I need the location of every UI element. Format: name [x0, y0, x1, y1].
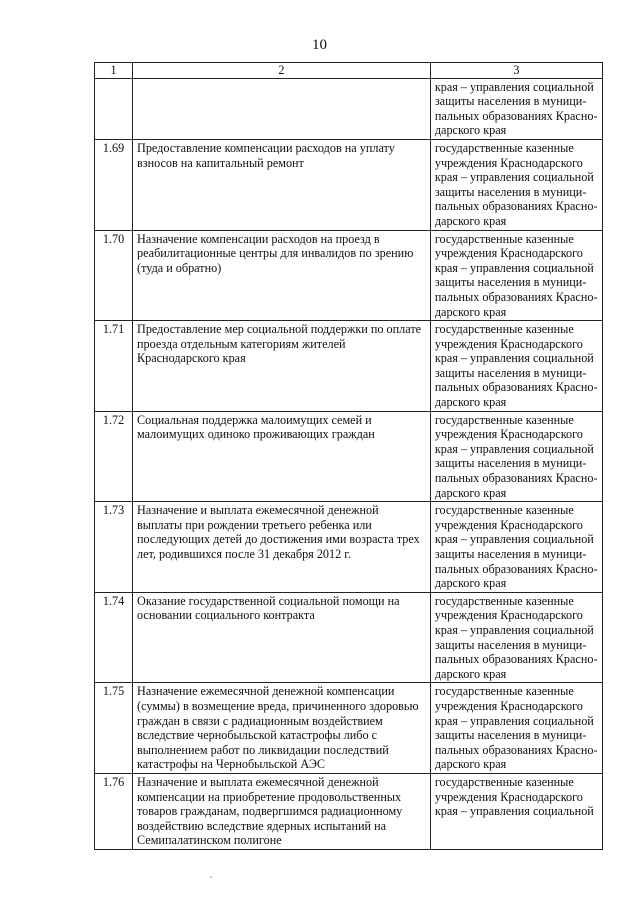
responsible-org — [430, 773, 602, 849]
table-row — [95, 502, 603, 593]
org-line: учреждения Краснодарского — [434, 698, 583, 713]
org-line: учреждения Краснодарского — [434, 608, 583, 623]
org-line: защиты населения в муници- — [434, 456, 587, 471]
org-line: государственные казенные — [434, 774, 574, 789]
org-line: государственные казенные — [434, 503, 574, 518]
table-row — [95, 78, 603, 139]
org-line: государственные казенные — [434, 231, 574, 246]
org-line: края – управления социальной — [434, 351, 594, 366]
org-line: края – управления социальной — [434, 260, 594, 275]
org-line: края – управления социальной — [434, 713, 594, 728]
service-name: Назначение компенсации расходов на проезд в реабилитационные центры для инвалидов по зрению (туда и обратно) — [133, 230, 431, 321]
org-line: учреждения Краснодарского — [434, 789, 583, 804]
org-line: края – управления социальной — [434, 441, 594, 456]
service-name: Назначение ежемесячной денежной компенсации (суммы) в возмещение вреда, причиненного здоровью граждан в связи с радиационным воздействием вследствие чернобыльской катастрофы либо с выполнением работ по ликвидации последствий катастрофы на Чернобыльской АЭС — [133, 683, 431, 774]
page-number: 10 — [312, 37, 327, 53]
responsible-org — [430, 592, 602, 683]
org-line: дарского края — [434, 123, 507, 138]
service-name — [133, 78, 431, 139]
org-line: государственные казенные — [434, 684, 574, 699]
org-line: государственные казенные — [434, 322, 574, 337]
responsible-org — [430, 683, 602, 774]
org-line: защиты населения в муници- — [434, 728, 587, 743]
org-line: края – управления социальной — [434, 532, 594, 547]
row-number: 1.69 — [95, 139, 133, 230]
row-number: 1.76 — [95, 773, 133, 849]
org-line: государственные казенные — [434, 412, 574, 427]
org-line: учреждения Краснодарского — [434, 246, 583, 261]
table-row — [95, 773, 603, 849]
service-name: Предоставление мер социальной поддержки по оплате проезда отдельным категориям жителей Краснодарского края — [133, 321, 431, 412]
org-line: дарского края — [434, 666, 507, 681]
org-line: дарского края — [434, 395, 507, 410]
responsible-org — [430, 321, 602, 412]
org-line: пальных образованиях Красно- — [434, 652, 598, 667]
responsible-org — [430, 230, 602, 321]
org-line: дарского края — [434, 304, 507, 319]
org-line: учреждения Краснодарского — [434, 517, 583, 532]
org-line: учреждения Краснодарского — [434, 155, 583, 170]
row-number — [95, 78, 133, 139]
table-row — [95, 592, 603, 683]
org-line: края – управления социальной — [434, 804, 594, 819]
row-number: 1.74 — [95, 592, 133, 683]
row-number: 1.75 — [95, 683, 133, 774]
service-name: Предоставление компенсации расходов на уплату взносов на капитальный ремонт — [133, 139, 431, 230]
org-line: учреждения Краснодарского — [434, 427, 583, 442]
table-header-row — [95, 63, 603, 79]
org-line: государственные казенные — [434, 593, 574, 608]
org-line: пальных образованиях Красно- — [434, 561, 598, 576]
header-col-3: 3 — [430, 63, 602, 79]
header-col-1: 1 — [95, 63, 133, 79]
org-line: защиты населения в муници- — [434, 275, 587, 290]
org-line: защиты населения в муници- — [434, 637, 587, 652]
services-table — [94, 62, 603, 850]
org-line: пальных образованиях Красно- — [434, 108, 598, 123]
responsible-org — [430, 411, 602, 502]
org-line: пальных образованиях Красно- — [434, 471, 598, 486]
org-line: защиты населения в муници- — [434, 94, 587, 109]
table-row — [95, 683, 603, 774]
table-row — [95, 230, 603, 321]
row-number: 1.70 — [95, 230, 133, 321]
org-line: пальных образованиях Красно- — [434, 199, 598, 214]
row-number: 1.73 — [95, 502, 133, 593]
table-row — [95, 139, 603, 230]
service-name: Назначение и выплата ежемесячной денежной выплаты при рождении третьего ребенка или последующих детей до достижения ими возраста трех лет, родившихся после 31 декабря 2012 г. — [133, 502, 431, 593]
org-line: учреждения Краснодарского — [434, 336, 583, 351]
service-name: Назначение и выплата ежемесячной денежной компенсации на приобретение продовольственных товаров гражданам, подвергшимся радиационному воздействию вследствие ядерных испытаний на Семипалатинском полигоне — [133, 773, 431, 849]
org-line: дарского края — [434, 576, 507, 591]
org-line: края – управления социальной — [434, 79, 594, 94]
table-row — [95, 321, 603, 412]
scan-speck — [210, 876, 212, 878]
table-row — [95, 411, 603, 502]
org-line: пальных образованиях Красно- — [434, 742, 598, 757]
org-line: края – управления социальной — [434, 170, 594, 185]
responsible-org — [430, 78, 602, 139]
org-line: защиты населения в муници- — [434, 547, 587, 561]
responsible-org — [430, 502, 602, 593]
org-line: пальных образованиях Красно- — [434, 289, 598, 304]
org-line: государственные казенные — [434, 140, 574, 155]
header-col-2: 2 — [133, 63, 431, 79]
org-line: защиты населения в муници- — [434, 184, 587, 199]
org-line: края – управления социальной — [434, 622, 594, 637]
org-line: дарского края — [434, 213, 507, 228]
org-line: дарского края — [434, 485, 507, 500]
org-line: дарского края — [434, 757, 507, 772]
org-line: пальных образованиях Красно- — [434, 380, 598, 395]
responsible-org — [430, 139, 602, 230]
service-name: Оказание государственной социальной помощи на основании социального контракта — [133, 592, 431, 683]
row-number: 1.71 — [95, 321, 133, 412]
service-name: Социальная поддержка малоимущих семей и малоимущих одиноко проживающих граждан — [133, 411, 431, 502]
org-line: защиты населения в муници- — [434, 365, 587, 380]
row-number: 1.72 — [95, 411, 133, 502]
